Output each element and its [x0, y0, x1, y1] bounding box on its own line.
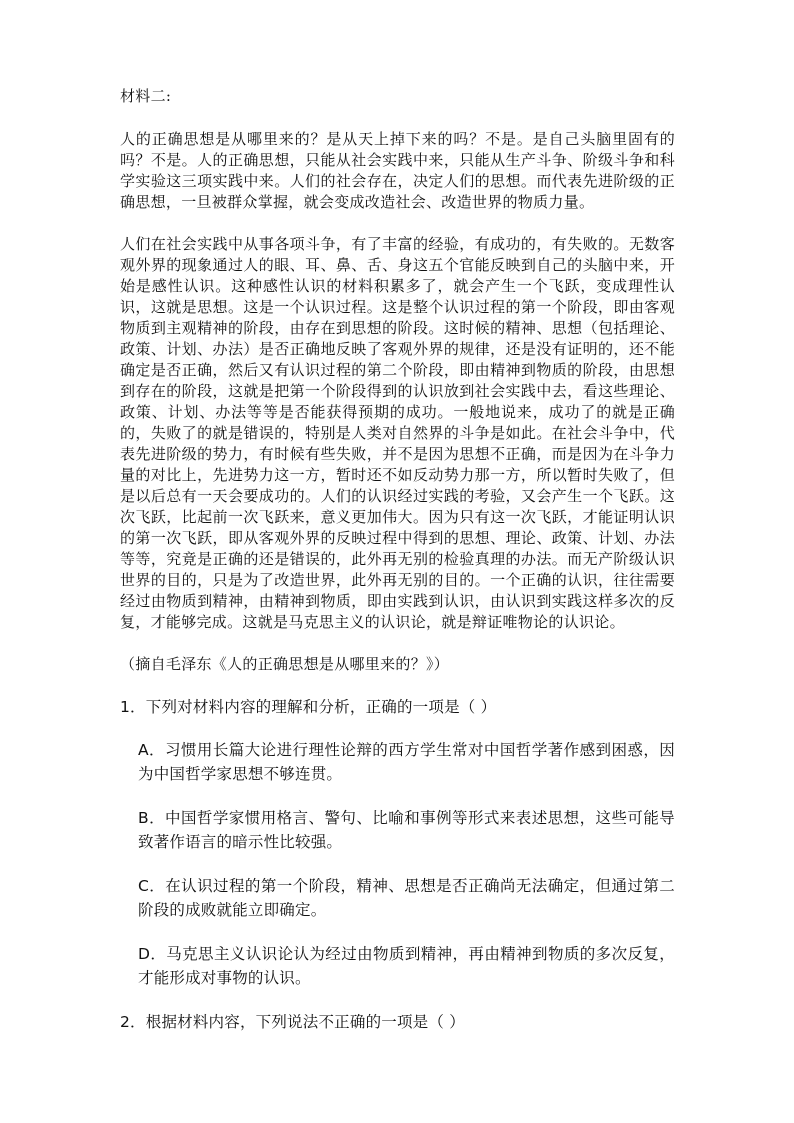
- material-title: 材料二:: [120, 87, 172, 105]
- question-1-option-b: B．中国哲学家惯用格言、警句、比喻和事例等形式来表述思想，这些可能导致著作语言的暗示性比较强。: [138, 809, 675, 851]
- question-1-option-d: D．马克思主义认识论认为经过由物质到精神，再由精神到物质的多次反复，才能形成对事物的认识。: [138, 945, 675, 987]
- document-page: [120, 86, 675, 1053]
- question-1-option-c: C．在认识过程的第一个阶段，精神、思想是否正确尚无法确定，但通过第二阶段的成败就能立即确定。: [138, 877, 675, 919]
- material-paragraph-1: 人的正确思想是从哪里来的？是从天上掉下来的吗？不是。是自己头脑里固有的吗？不是。人的正确思想，只能从社会实践中来，只能从生产斗争、阶级斗争和科学实验这三项实践中来。人们的社会存在，决定人们的思想。而代表先进阶级的正确思想，一旦被群众掌握，就会变成改造社会、改造世界的物质力量。: [120, 130, 675, 211]
- material-paragraph-2: 人们在社会实践中从事各项斗争，有了丰富的经验，有成功的，有失败的。无数客观外界的现象通过人的眼、耳、鼻、舌、身这五个官能反映到自己的头脑中来，开始是感性认识。这种感性认识的材料积累多了，就会产生一个飞跃，变成理性认识，这就是思想。这是一个认识过程。这是整个认识过程的第一个阶段，即由客观物质到主观精神的阶段，由存在到思想的阶段。这时候的精神、思想（包括理论、政策、计划、办法）是否正确地反映了客观外界的规律，还是没有证明的，还不能确定是否正确，然后又有认识过程的第二个阶段，即由精神到物质的阶段，由思想到存在的阶段，这就是把第一个阶段得到的认识放到社会实践中去，看这些理论、政策、计划、办法等等是否能获得预期的成功。一般地说来，成功了的就是正确的，失败了的就是错误的，特别是人类对自然界的斗争是如此。在社会斗争中，代表先进阶级的势力，有时候有些失败，并不是因为思想不正确，而是因为在斗争力量的对比上，先进势力这一方，暂时还不如反动势力那一方，所以暂时失败了，但是以后总有一天会要成功的。人们的认识经过实践的考验，又会产生一个飞跃。这次飞跃，比起前一次飞跃来，意义更加伟大。因为只有这一次飞跃，才能证明认识的第一次飞跃，即从客观外界的反映过程中得到的思想、理论、政策、计划、办法等等，究竟是正确的还是错误的，此外再无别的检验真理的办法。而无产阶级认识世界的目的，只是为了改造世界，此外再无别的目的。一个正确的认识，往往需要经过由物质到精神，由精神到物质，即由实践到认识，由认识到实践这样多次的反复，才能够完成。这就是马克思主义的认识论，就是辩证唯物论的认识论。: [120, 235, 675, 631]
- question-2-stem: 2．根据材料内容，下列说法不正确的一项是（ ）: [120, 1013, 465, 1031]
- material-source: （摘自毛泽东《人的正确思想是从哪里来的？》）: [120, 655, 450, 673]
- question-1-option-a: A．习惯用长篇大论进行理性论辩的西方学生常对中国哲学著作感到困惑，因为中国哲学家思想不够连贯。: [138, 741, 675, 783]
- question-1-stem: 1．下列对材料内容的理解和分析，正确的一项是（ ）: [120, 698, 497, 716]
